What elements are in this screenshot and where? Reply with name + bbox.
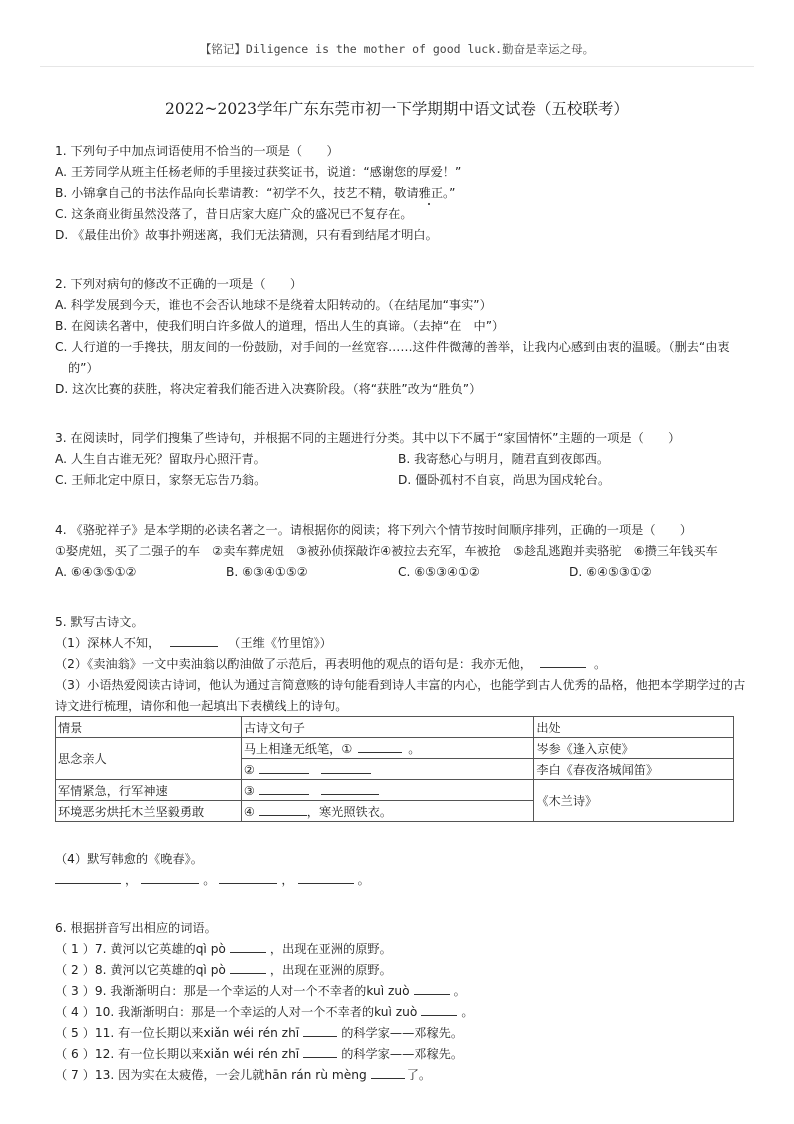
table-cell-source: 岑参《逢入京使》	[534, 738, 734, 759]
table-cell-source: 《木兰诗》	[534, 780, 734, 822]
q4-option-c: C. ⑥⑤③④①②	[398, 565, 480, 579]
q5-part3-line1: （3）小语热爱阅读古诗词，他认为通过言简意赅的诗句能看到诗人丰富的内心，也能学到古人优秀的品格，他把本学期学过的古	[55, 678, 746, 692]
answer-blank[interactable]	[358, 741, 402, 753]
q2-option-b: B. 在阅读名著中，使我们明白许多做人的道理，悟出人生的真谛。（去掉“在 中”）	[55, 319, 505, 333]
q4-events: ①娶虎妞，买了二强子的车 ②卖车葬虎妞 ③被孙侦探敲诈④被拉去充军，车被抢 ⑤趁乱逃跑并卖骆驼 ⑥攒三年钱买车	[55, 544, 718, 558]
q5-part2	[55, 656, 606, 672]
q4-stem: 4. 《骆驼祥子》是本学期的必读名著之一。请根据你的阅读；将下列六个情节按时间顺序排列，正确的一项是（ ）	[55, 523, 693, 537]
q2-option-a: A. 科学发展到今天，谁也不会否认地球不是绕着太阳转动的。（在结尾加“事实”）	[55, 298, 492, 312]
q6-item: （ 6 ）12. 有一位长期以来xiǎn wéi rén zhī 的科学家——邓稼先。	[55, 1047, 464, 1061]
q2-option-c-cont: 的”）	[68, 361, 99, 375]
q1-option-d: D. 《最佳出价》故事扑朔迷离，我们无法猜测，只有看到结尾才明白。	[55, 228, 438, 242]
table-header-row	[56, 717, 734, 738]
table-header-scene: 情景	[56, 717, 242, 738]
answer-blank[interactable]	[421, 1004, 457, 1016]
answer-blank[interactable]	[259, 762, 309, 774]
q5-part4: （4）默写韩愈的《晚春》。	[55, 852, 203, 866]
answer-blank[interactable]	[170, 635, 218, 647]
q6-item: （ 1 ）7. 黄河以它英雄的qì pò ，出现在亚洲的原野。	[55, 942, 392, 956]
answer-blank[interactable]	[55, 872, 121, 884]
q3-option-b: B. 我寄愁心与明月，随君直到夜郎西。	[398, 452, 610, 466]
table-cell-line: ④ ，寒光照铁衣。	[241, 801, 533, 822]
q5-part3-line2: 诗文进行梳理，请你和他一起填出下表横线上的诗句。	[55, 699, 348, 713]
q5-part1	[55, 635, 332, 651]
answer-blank[interactable]	[259, 783, 309, 795]
q3-option-a: A. 人生自古谁无死？留取丹心照汗青。	[55, 452, 266, 466]
q5-part4-blanks: ， 。 ， 。	[55, 872, 370, 888]
q5-part1-post: （王维《竹里馆》）	[228, 636, 332, 650]
q6-item: （ 3 ）9. 我渐渐明白：那是一个幸运的人对一个不幸者的kuì zuò 。	[55, 984, 466, 998]
table-header-source: 出处	[534, 717, 734, 738]
answer-blank[interactable]	[298, 872, 354, 884]
header-divider	[40, 66, 754, 67]
answer-blank[interactable]	[141, 872, 199, 884]
answer-blank[interactable]	[371, 1067, 405, 1079]
q6-stem: 6. 根据拼音写出相应的词语。	[55, 921, 217, 935]
table-row	[56, 780, 734, 801]
answer-blank[interactable]	[414, 983, 450, 995]
q4-option-b: B. ⑥③④①⑤②	[226, 565, 308, 579]
answer-blank[interactable]	[303, 1025, 337, 1037]
q4-option-d: D. ⑥④⑤③①②	[569, 565, 652, 579]
q1-option-b: B. 小锦拿自己的书法作品向长辈请教：“初学不久，技艺不精，敬请雅正。”	[55, 186, 456, 200]
table-cell-source: 李白《春夜洛城闻笛》	[534, 759, 734, 780]
answer-blank[interactable]	[219, 872, 277, 884]
q2-option-c: C. 人行道的一手搀扶，朋友间的一份鼓励，对手间的一丝宽容……这件件微薄的善举，让我内心感到由衷的温暖。（删去“由衷	[55, 340, 730, 354]
q2-option-d: D. 这次比赛的获胜，将决定着我们能否进入决赛阶段。（将“获胜”改为“胜负”）	[55, 382, 482, 396]
answer-blank[interactable]	[230, 941, 266, 953]
q6-item: （ 2 ）8. 黄河以它英雄的qì pò ，出现在亚洲的原野。	[55, 963, 392, 977]
q6-item: （ 7 ）13. 因为实在太疲倦，一会儿就hān rán rù mèng 了。	[55, 1068, 432, 1082]
q1-option-c: C. 这条商业街虽然没落了，昔日店家大庭广众的盛况已不复存在。	[55, 207, 413, 221]
q5-part2-post: 。	[593, 657, 607, 671]
table-cell-scene: 环境恶劣烘托木兰坚毅勇敢	[56, 801, 242, 822]
table-row	[56, 738, 734, 759]
table-cell-line: ③	[241, 780, 533, 801]
answer-blank[interactable]	[303, 1046, 337, 1058]
header-motto: 【铭记】Diligence is the mother of good luck.勤奋是幸运之母。	[199, 42, 595, 56]
q2-stem: 2. 下列对病句的修改不正确的一项是（ ）	[55, 277, 303, 291]
table-cell-line: ②	[241, 759, 533, 780]
page-title: 2022~2023学年广东东莞市初一下学期期中语文试卷（五校联考）	[165, 100, 629, 118]
q1-stem: 1. 下列句子中加点词语使用不恰当的一项是（ ）	[55, 144, 339, 158]
q4-option-a: A. ⑥④③⑤①②	[55, 565, 137, 579]
q3-option-c: C. 王师北定中原日，家祭无忘告乃翁。	[55, 473, 267, 487]
table-cell-scene: 思念亲人	[56, 738, 242, 780]
q3-option-d: D. 僵卧孤村不自哀，尚思为国戍轮台。	[398, 473, 611, 487]
table-header-line: 古诗文句子	[241, 717, 533, 738]
q5-stem: 5. 默写古诗文。	[55, 615, 144, 629]
q1-option-a: A. 王芳同学从班主任杨老师的手里接过获奖证书，说道：“感谢您的厚爱！”	[55, 165, 462, 179]
answer-blank[interactable]	[230, 962, 266, 974]
table-cell-scene: 军情紧急，行军神速	[56, 780, 242, 801]
q5-part2-pre: （2）《卖油翁》一文中卖油翁以酌油做了示范后，再表明他的观点的语句是：我亦无他，	[55, 657, 532, 671]
q6-item: （ 5 ）11. 有一位长期以来xiǎn wéi rén zhī 的科学家——邓稼先。	[55, 1026, 464, 1040]
answer-blank[interactable]	[321, 783, 379, 795]
table-cell-line: 马上相逢无纸笔，① 。	[241, 738, 533, 759]
poem-table	[55, 716, 734, 822]
q5-part1-pre: （1）深林人不知，	[55, 636, 161, 650]
answer-blank[interactable]	[259, 804, 307, 816]
q3-stem: 3. 在阅读时，同学们搜集了些诗句，并根据不同的主题进行分类。其中以下不属于“家国情怀”主题的一项是（ ）	[55, 431, 681, 445]
emphasis-dot	[428, 203, 430, 205]
q6-item: （ 4 ）10. 我渐渐明白：那是一个幸运的人对一个不幸者的kuì zuò 。	[55, 1005, 474, 1019]
answer-blank[interactable]	[321, 762, 371, 774]
answer-blank[interactable]	[540, 656, 586, 668]
